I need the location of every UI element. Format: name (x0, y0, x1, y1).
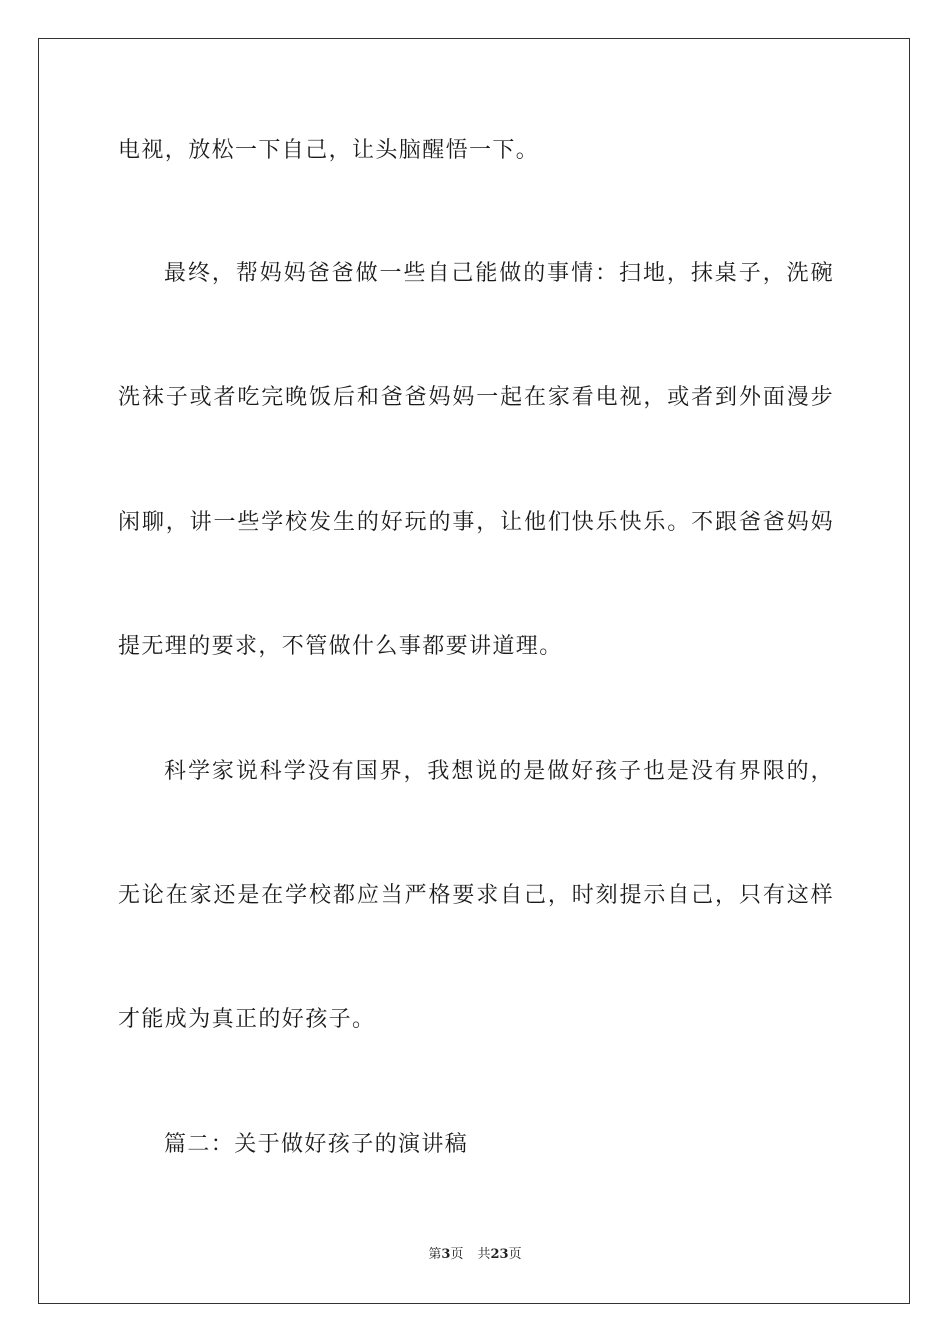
footer-total-suffix: 页 (508, 1247, 522, 1262)
footer-page-number: 3 (441, 1247, 451, 1262)
text-line-5: 提无理的要求，不管做什么事都要讲道理。 (118, 634, 563, 659)
text-line-1: 电视，放松一下自己，让头脑醒悟一下。 (118, 138, 540, 163)
text-line-4: 闲聊，讲一些学校发生的好玩的事，让他们快乐快乐。不跟爸爸妈妈 (118, 510, 834, 535)
footer-page-prefix: 第 (428, 1247, 442, 1262)
text-line-2: 最终，帮妈妈爸爸做一些自己能做的事情：扫地，抹桌子，洗碗 (164, 261, 834, 286)
page-footer (0, 1246, 950, 1264)
footer-total-prefix: 共 (477, 1247, 491, 1262)
text-line-6: 科学家说科学没有国界，我想说的是做好孩子也是没有界限的， (164, 759, 834, 784)
footer-total-pages: 23 (490, 1247, 509, 1262)
page-border (38, 38, 910, 1304)
text-line-3: 洗袜子或者吃完晚饭后和爸爸妈妈一起在家看电视，或者到外面漫步 (118, 385, 834, 410)
footer-page-suffix: 页 (450, 1247, 464, 1262)
text-line-7: 无论在家还是在学校都应当严格要求自己，时刻提示自己，只有这样 (118, 883, 834, 908)
text-line-8: 才能成为真正的好孩子。 (118, 1007, 376, 1032)
section-heading: 篇二：关于做好孩子的演讲稿 (164, 1132, 469, 1157)
